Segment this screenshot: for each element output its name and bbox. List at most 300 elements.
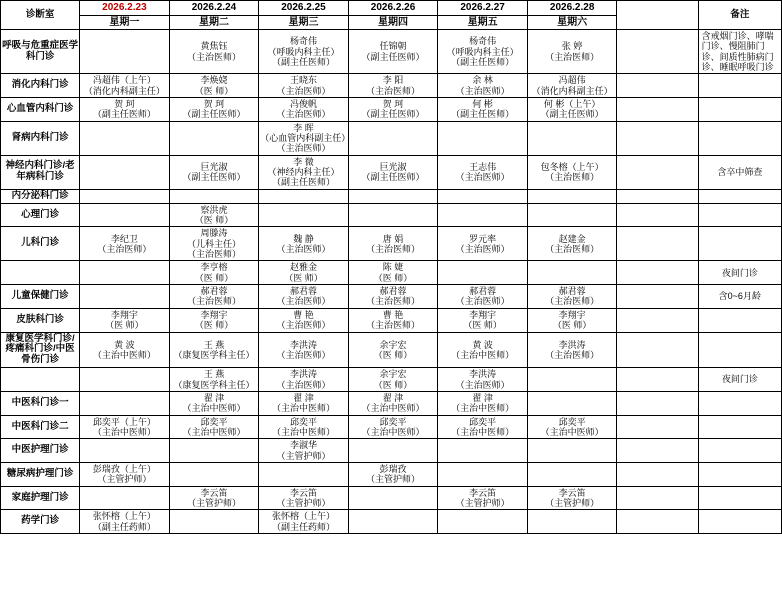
doctor-cell	[527, 203, 617, 227]
doctor-entry-line: 翟 津	[382, 392, 404, 403]
doctor-cell	[438, 439, 528, 463]
blank-cell	[617, 391, 698, 415]
doctor-entry-line: （主治医师）	[276, 143, 331, 154]
doctor-entry-line: 邱奕平（上午）	[92, 416, 156, 427]
note-cell	[698, 227, 781, 261]
doctor-entry-line: （主治中医师）	[361, 403, 425, 414]
department-name-cell: 康复医学科门诊/疼痛科门诊/中医骨伤门诊	[1, 332, 80, 368]
doctor-cell	[80, 74, 170, 98]
note-cell	[698, 486, 781, 510]
doctor-cell	[80, 30, 170, 74]
doctor-entry-line: 何 彬	[472, 99, 493, 110]
doctor-entry-line: 曹 艳	[382, 309, 404, 320]
doctor-entry-line: 唐 娟	[382, 233, 404, 244]
doctor-cell	[169, 439, 259, 463]
table-row	[1, 30, 782, 74]
doctor-entry-line: 罗元率	[469, 233, 497, 244]
doctor-cell	[438, 261, 528, 285]
doctor-cell	[348, 227, 438, 261]
doctor-cell	[259, 439, 349, 463]
department-name-cell: 糖尿病护理门诊	[1, 463, 80, 487]
doctor-entry-line: （主管护师）	[276, 450, 331, 461]
doctor-cell	[527, 189, 617, 203]
doctor-entry-line: 余宇宏	[379, 369, 407, 380]
doctor-entry-line: （副主任医师）	[451, 109, 515, 120]
blank-cell	[617, 463, 698, 487]
doctor-entry-line: 郝君蓉	[379, 286, 407, 297]
doctor-entry-line: 李云笛	[290, 487, 318, 498]
doctor-cell	[169, 189, 259, 203]
doctor-cell	[80, 98, 170, 122]
doctor-cell	[527, 98, 617, 122]
doctor-entry-line: 贺 珂	[114, 99, 135, 110]
doctor-entry-line: 周滕涛	[200, 228, 228, 239]
doctor-cell	[259, 74, 349, 98]
doctor-entry-line: （主治中医师）	[540, 427, 604, 437]
doctor-entry-line: （副主任医师）	[182, 109, 246, 120]
doctor-cell	[438, 189, 528, 203]
doctor-entry-line: 杨奇伟	[290, 36, 318, 47]
doctor-cell	[169, 155, 259, 189]
department-name-cell: 儿科门诊	[1, 227, 80, 261]
note-cell: 夜间门诊	[698, 368, 781, 392]
doctor-entry-line: （副主任医师）	[540, 109, 604, 120]
doctor-entry-line: （主治医师）	[366, 296, 421, 307]
doctor-entry-line: 李 阳	[382, 75, 404, 86]
doctor-cell	[169, 332, 259, 368]
doctor-entry-line: （副主任药师）	[272, 521, 336, 532]
blank-cell	[617, 203, 698, 227]
doctor-cell	[348, 203, 438, 227]
doctor-entry-line: 余 林	[472, 75, 493, 86]
doctor-entry-line: 李翔宇	[200, 309, 228, 320]
doctor-entry-line: （主治医师）	[276, 320, 331, 331]
note-cell	[698, 439, 781, 463]
doctor-entry-line: 魏 静	[293, 233, 314, 244]
blank-cell	[617, 155, 698, 189]
blank-cell	[617, 227, 698, 261]
note-cell	[698, 203, 781, 227]
doctor-entry-line: （主治中医师）	[92, 427, 156, 437]
doctor-cell	[348, 189, 438, 203]
doctor-cell	[169, 368, 259, 392]
doctor-cell	[259, 332, 349, 368]
note-cell: 含0~6月龄	[698, 285, 781, 309]
doctor-entry-line: （主治医师）	[545, 51, 600, 62]
doctor-cell	[169, 98, 259, 122]
doctor-cell	[527, 121, 617, 155]
doctor-entry-line: 李亨榕	[200, 262, 228, 273]
doctor-entry-line: （儿科主任）	[186, 238, 241, 249]
doctor-entry-line: （主治医师）	[186, 249, 241, 260]
doctor-cell	[169, 308, 259, 332]
blank-cell	[617, 368, 698, 392]
doctor-entry-line: 王 燕	[203, 339, 225, 350]
blank-cell	[617, 285, 698, 309]
doctor-entry-line: （呼吸内科主任）	[267, 46, 340, 57]
doctor-entry-line: （主治医师）	[97, 243, 152, 254]
doctor-cell	[169, 285, 259, 309]
doctor-cell	[80, 227, 170, 261]
doctor-cell	[527, 261, 617, 285]
header-weekday-5: 星期六	[527, 15, 617, 30]
doctor-entry-line: （呼吸内科主任）	[446, 46, 519, 57]
doctor-cell	[348, 510, 438, 534]
doctor-entry-line: （主管护师）	[366, 474, 421, 485]
doctor-cell	[438, 285, 528, 309]
doctor-entry-line: （主治医师）	[276, 109, 331, 120]
blank-cell	[617, 98, 698, 122]
doctor-cell	[438, 391, 528, 415]
doctor-entry-line: 杨奇伟	[469, 36, 497, 47]
department-name-cell: 儿童保健门诊	[1, 285, 80, 309]
doctor-cell	[259, 391, 349, 415]
doctor-entry-line: 邱奕平	[200, 416, 228, 427]
note-cell	[698, 121, 781, 155]
note-cell	[698, 189, 781, 203]
doctor-entry-line: 彭瑞孜	[379, 464, 407, 475]
doctor-cell	[348, 415, 438, 439]
doctor-entry-line: （主治医师）	[455, 243, 510, 254]
doctor-entry-line: 曹 艳	[293, 309, 314, 320]
doctor-cell	[169, 463, 259, 487]
note-cell: 含戒烟门诊、哮喘门诊、慢阻肺门诊、间质性肺病门诊、睡眠呼吸门诊	[698, 30, 781, 74]
table-row	[1, 203, 782, 227]
department-name-cell: 中医护理门诊	[1, 439, 80, 463]
doctor-entry-line: （主治中医师）	[361, 427, 425, 437]
note-cell	[698, 332, 781, 368]
note-cell	[698, 308, 781, 332]
doctor-entry-line: （主治医师）	[545, 349, 600, 360]
doctor-cell	[348, 155, 438, 189]
doctor-entry-line: 赵建金	[558, 233, 586, 244]
doctor-cell	[527, 463, 617, 487]
department-name-cell: 中医科门诊二	[1, 415, 80, 439]
doctor-cell	[348, 332, 438, 368]
doctor-cell	[438, 486, 528, 510]
blank-cell	[617, 30, 698, 74]
doctor-cell	[348, 308, 438, 332]
doctor-cell	[259, 155, 349, 189]
doctor-entry-line: 翟 津	[472, 392, 493, 403]
doctor-cell	[80, 368, 170, 392]
doctor-cell	[348, 285, 438, 309]
doctor-entry-line: （主治医师）	[455, 296, 510, 307]
doctor-cell	[438, 332, 528, 368]
doctor-entry-line: （主治医师）	[545, 172, 600, 183]
doctor-cell	[169, 227, 259, 261]
doctor-cell	[438, 30, 528, 74]
doctor-cell	[80, 439, 170, 463]
doctor-cell	[80, 463, 170, 487]
doctor-cell	[80, 155, 170, 189]
doctor-entry-line: （主管护师）	[455, 498, 510, 509]
doctor-cell	[438, 227, 528, 261]
doctor-cell	[527, 30, 617, 74]
doctor-entry-line: 李 晖	[293, 122, 314, 133]
doctor-entry-line: 郝君蓉	[558, 286, 586, 297]
doctor-entry-line: 李纪卫	[110, 233, 138, 244]
doctor-entry-line: 李云笛	[558, 487, 586, 498]
table-row	[1, 98, 782, 122]
doctor-entry-line: （主治医师）	[276, 243, 331, 254]
doctor-cell	[527, 510, 617, 534]
doctor-cell	[80, 308, 170, 332]
doctor-entry-line: （医 师）	[105, 320, 144, 331]
doctor-entry-line: 郝君蓉	[469, 286, 497, 297]
doctor-entry-line: （神经内科主任）	[267, 167, 340, 178]
doctor-entry-line: 李翔宇	[469, 309, 497, 320]
table-row	[1, 332, 782, 368]
doctor-entry-line: 郝君蓉	[290, 286, 318, 297]
doctor-entry-line: 王晓东	[290, 75, 318, 86]
doctor-cell	[259, 308, 349, 332]
department-name-cell: 中医科门诊一	[1, 391, 80, 415]
doctor-entry-line: 包冬榕（上午）	[540, 161, 604, 172]
header-weekday-1: 星期二	[169, 15, 259, 30]
doctor-cell	[259, 261, 349, 285]
doctor-cell	[527, 308, 617, 332]
doctor-entry-line: （主治医师）	[276, 349, 331, 360]
doctor-entry-line: （主治中医师）	[451, 403, 515, 414]
doctor-cell	[348, 30, 438, 74]
doctor-cell	[259, 285, 349, 309]
doctor-entry-line: 张怀榕（上午）	[272, 511, 336, 522]
doctor-entry-line: 李洪涛	[290, 339, 318, 350]
blank-cell	[617, 74, 698, 98]
doctor-cell	[259, 510, 349, 534]
doctor-entry-line: 贺 珂	[203, 99, 225, 110]
note-cell	[698, 463, 781, 487]
doctor-cell	[438, 74, 528, 98]
doctor-cell	[259, 486, 349, 510]
doctor-entry-line: （副主任药师）	[92, 521, 156, 532]
doctor-entry-line: 贺 珂	[382, 99, 404, 110]
doctor-entry-line: 李翔宇	[110, 309, 138, 320]
doctor-entry-line: 郝君蓉	[200, 286, 228, 297]
doctor-entry-line: （主治医师）	[366, 243, 421, 254]
doctor-cell	[348, 121, 438, 155]
note-cell	[698, 510, 781, 534]
header-weekday-2: 星期三	[259, 15, 349, 30]
doctor-entry-line: （主治医师）	[545, 296, 600, 307]
doctor-cell	[169, 74, 259, 98]
doctor-entry-line: 冯超伟	[558, 75, 586, 86]
doctor-cell	[80, 285, 170, 309]
table-row	[1, 155, 782, 189]
department-name-cell	[1, 261, 80, 285]
blank-cell	[617, 332, 698, 368]
doctor-entry-line: 李翔宇	[558, 309, 586, 320]
doctor-cell	[527, 227, 617, 261]
table-row	[1, 285, 782, 309]
doctor-cell	[348, 74, 438, 98]
doctor-entry-line: （副主任医师）	[182, 172, 246, 183]
doctor-cell	[80, 415, 170, 439]
doctor-cell	[527, 391, 617, 415]
blank-cell	[617, 510, 698, 534]
blank-cell	[617, 189, 698, 203]
doctor-entry-line: （消化内科副主任）	[83, 85, 165, 96]
doctor-cell	[169, 261, 259, 285]
doctor-entry-line: 李洪涛	[290, 369, 318, 380]
doctor-cell	[259, 415, 349, 439]
department-name-cell: 呼吸与危重症医学科门诊	[1, 30, 80, 74]
doctor-entry-line: （副主任医师）	[92, 109, 156, 120]
note-cell	[698, 415, 781, 439]
doctor-cell	[348, 439, 438, 463]
doctor-entry-line: （主治中医师）	[182, 427, 246, 437]
doctor-entry-line: （主治中医师）	[451, 349, 515, 360]
header-date-4: 2026.2.27	[438, 1, 528, 16]
doctor-entry-line: 邱奕平	[379, 416, 407, 427]
table-row	[1, 439, 782, 463]
doctor-cell	[348, 261, 438, 285]
department-name-cell: 心血管内科门诊	[1, 98, 80, 122]
table-row	[1, 261, 782, 285]
doctor-entry-line: 任锦朝	[379, 41, 407, 52]
doctor-entry-line: 邱奕平	[290, 416, 318, 427]
doctor-cell	[259, 368, 349, 392]
header-note-label: 备注	[698, 1, 781, 30]
header-weekday-3: 星期四	[348, 15, 438, 30]
doctor-cell	[80, 332, 170, 368]
header-weekday-0: 星期一	[80, 15, 170, 30]
department-name-cell: 消化内科门诊	[1, 74, 80, 98]
doctor-entry-line: 彭瑞孜（上午）	[92, 464, 156, 475]
doctor-cell	[169, 415, 259, 439]
table-row	[1, 308, 782, 332]
department-name-cell: 药学门诊	[1, 510, 80, 534]
doctor-entry-line: （副主任医师）	[361, 51, 425, 62]
doctor-cell	[169, 30, 259, 74]
doctor-cell	[80, 391, 170, 415]
doctor-cell	[259, 189, 349, 203]
doctor-entry-line: （主治医师）	[545, 243, 600, 254]
doctor-entry-line: 张怀榕（上午）	[92, 511, 156, 522]
table-row	[1, 189, 782, 203]
doctor-entry-line: 李焕娆	[200, 75, 228, 86]
doctor-cell	[438, 368, 528, 392]
header-corner-label: 诊断室	[1, 1, 80, 30]
doctor-entry-line: 李洪涛	[469, 369, 497, 380]
doctor-cell	[527, 368, 617, 392]
doctor-cell	[348, 368, 438, 392]
note-cell	[698, 391, 781, 415]
doctor-entry-line: （医 师）	[194, 215, 234, 226]
department-name-cell: 心理门诊	[1, 203, 80, 227]
doctor-entry-line: （主管护师）	[276, 498, 331, 509]
doctor-entry-line: 冯超伟（上午）	[92, 75, 156, 86]
doctor-entry-line: 李云笛	[200, 487, 228, 498]
table-row	[1, 486, 782, 510]
doctor-entry-line: （副主任医师）	[361, 109, 425, 120]
blank-cell	[617, 261, 698, 285]
doctor-entry-line: （主治医师）	[276, 85, 331, 96]
header-date-0: 2026.2.23	[80, 1, 170, 16]
doctor-entry-line: （医 师）	[194, 272, 234, 283]
doctor-entry-line: （主治医师）	[366, 85, 421, 96]
doctor-cell	[169, 510, 259, 534]
doctor-cell	[438, 415, 528, 439]
note-cell	[698, 74, 781, 98]
table-header-dates	[1, 1, 782, 16]
doctor-entry-line: 察洪虎	[200, 204, 228, 215]
blank-cell	[617, 486, 698, 510]
doctor-entry-line: （主治医师）	[455, 379, 510, 390]
doctor-cell	[169, 203, 259, 227]
note-cell: 含卒中筛查	[698, 155, 781, 189]
doctor-cell	[80, 189, 170, 203]
doctor-cell	[169, 121, 259, 155]
doctor-cell	[438, 121, 528, 155]
doctor-entry-line: 李淑华	[290, 440, 318, 451]
doctor-cell	[527, 74, 617, 98]
table-row	[1, 391, 782, 415]
doctor-entry-line: （医 师）	[194, 320, 234, 331]
doctor-entry-line: （康复医学科主任）	[173, 349, 255, 360]
header-blank-column	[617, 1, 698, 30]
doctor-entry-line: 黄 波	[472, 339, 493, 350]
table-row	[1, 510, 782, 534]
doctor-cell	[259, 463, 349, 487]
doctor-entry-line: 黄 波	[114, 339, 135, 350]
header-date-3: 2026.2.26	[348, 1, 438, 16]
doctor-entry-line: 李云笛	[469, 487, 497, 498]
header-date-2: 2026.2.25	[259, 1, 349, 16]
table-body	[1, 30, 782, 534]
doctor-cell	[527, 155, 617, 189]
doctor-cell	[259, 227, 349, 261]
doctor-entry-line: （主管护师）	[186, 498, 241, 509]
blank-cell	[617, 415, 698, 439]
doctor-cell	[438, 203, 528, 227]
doctor-entry-line: 巨光淑	[379, 161, 407, 172]
doctor-cell	[438, 155, 528, 189]
doctor-entry-line: 张 婷	[561, 41, 583, 52]
doctor-entry-line: （医 师）	[463, 320, 502, 331]
doctor-entry-line: （主治中医师）	[272, 403, 336, 414]
table-row	[1, 368, 782, 392]
doctor-entry-line: （康复医学科主任）	[173, 379, 255, 390]
table-row	[1, 121, 782, 155]
doctor-entry-line: 冯俊帆	[290, 99, 318, 110]
department-name-cell: 家庭护理门诊	[1, 486, 80, 510]
blank-cell	[617, 121, 698, 155]
doctor-entry-line: 陈 婕	[382, 262, 404, 273]
doctor-entry-line: （医 师）	[373, 379, 413, 390]
doctor-entry-line: 黄焦钰	[200, 41, 228, 52]
doctor-cell	[169, 391, 259, 415]
doctor-entry-line: （主管护师）	[97, 474, 152, 485]
doctor-entry-line: 赵雅金	[290, 262, 318, 273]
doctor-cell	[527, 332, 617, 368]
note-cell: 夜间门诊	[698, 261, 781, 285]
header-date-1: 2026.2.24	[169, 1, 259, 16]
doctor-cell	[259, 203, 349, 227]
department-name-cell: 神经内科门诊/老年病科门诊	[1, 155, 80, 189]
table-row	[1, 74, 782, 98]
doctor-cell	[348, 486, 438, 510]
doctor-entry-line: （主治中医师）	[182, 403, 246, 414]
doctor-entry-line: （主治医师）	[186, 51, 241, 62]
header-date-5: 2026.2.28	[527, 1, 617, 16]
doctor-entry-line: （主治医师）	[366, 320, 421, 331]
doctor-entry-line: （主治医师）	[186, 296, 241, 307]
doctor-cell	[348, 98, 438, 122]
doctor-entry-line: （副主任医师）	[272, 56, 336, 67]
blank-cell	[617, 308, 698, 332]
